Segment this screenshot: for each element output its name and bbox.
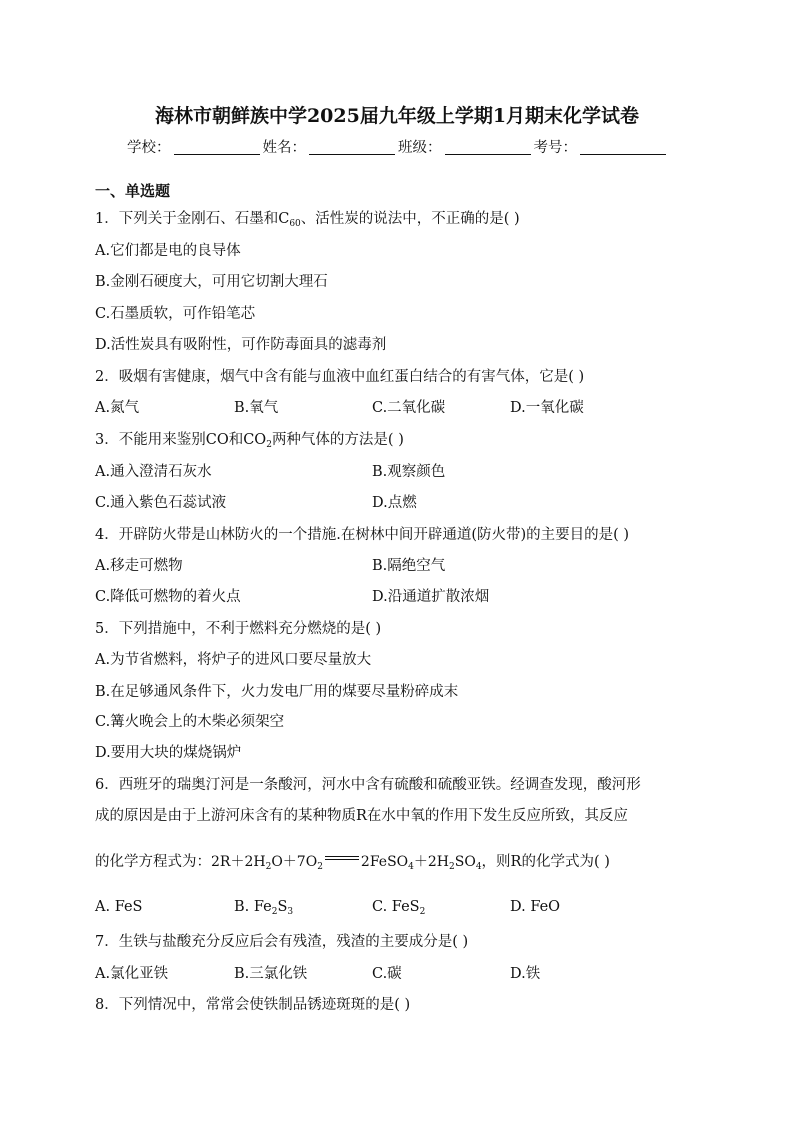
q7-option-a: A.氯化亚铁: [95, 966, 169, 982]
q4-option-c: C.降低可燃物的着火点: [95, 589, 241, 605]
q1-option-b: B.金刚石硬度大，可用它切割大理石: [95, 274, 328, 290]
q2-stem: 2．吸烟有害健康，烟气中含有能与血液中血红蛋白结合的有害气体，它是( ): [95, 369, 585, 385]
section-heading: 一、单选题: [95, 182, 171, 200]
q2-option-d: D.一氧化碳: [510, 400, 584, 416]
q5-option-a: A.为节省燃料，将炉子的进风口要尽量放大: [95, 652, 372, 668]
q5-option-c: C.篝火晚会上的木柴必须架空: [95, 714, 285, 730]
class-blank: [445, 153, 531, 155]
q4-stem: 4．开辟防火带是山林防火的一个措施.在树林中间开辟通道(防火带)的主要目的是( ): [95, 527, 630, 543]
q6-b-subscript: 2: [271, 907, 278, 917]
eq-subscript: 2: [449, 862, 455, 872]
q7-stem: 7．生铁与盐酸充分反应后会有残渣，残渣的主要成分是( ): [95, 934, 469, 950]
q5-option-b: B.在足够通风条件下，火力发电厂用的煤要尽量粉碎成末: [95, 684, 459, 700]
q6-option-b: [234, 899, 293, 917]
q7-option-b: B.三氯化铁: [234, 966, 308, 982]
q6-b-part: B. Fe: [234, 899, 272, 915]
eq-term: O＋7O: [271, 854, 318, 870]
q6-b-subscript: 3: [287, 907, 294, 917]
eq-subscript: 4: [408, 862, 414, 872]
eq-subscript: 2: [265, 862, 272, 872]
q6-stem-line3: [95, 850, 610, 872]
number-label: 考号：: [533, 140, 577, 156]
school-blank: [174, 153, 260, 155]
number-blank: [580, 153, 666, 155]
q6-stem-part: 的化学方程式为：: [95, 854, 211, 870]
eq-subscript: 4: [475, 862, 482, 872]
q6-b-part: S: [277, 899, 288, 915]
q6-stem-part: ，则R的化学式为( ): [481, 854, 610, 870]
q2-option-b: B.氧气: [234, 400, 279, 416]
q5-stem: 5．下列措施中，不利于燃料充分燃烧的是( ): [95, 621, 382, 637]
q1-option-a: A.它们都是电的良导体: [95, 243, 241, 259]
q1-subscript: 60: [289, 219, 301, 229]
equals-sign: [325, 856, 359, 862]
q6-c-part: C. FeS: [372, 899, 420, 915]
chemical-equation: [211, 854, 482, 870]
q4-option-a: A.移走可燃物: [95, 558, 183, 574]
q4-option-d: D.沿通道扩散浓烟: [372, 589, 490, 605]
name-blank: [309, 153, 395, 155]
q4-option-b: B.隔绝空气: [372, 558, 446, 574]
q3-option-b: B.观察颜色: [372, 464, 446, 480]
q1-option-d: D.活性炭具有吸附性，可作防毒面具的滤毒剂: [95, 337, 387, 353]
q6-c-subscript: 2: [419, 907, 426, 917]
q6-stem-line2: 成的原因是由于上游河床含有的某种物质R在水中氧的作用下发生反应所致，其反应: [95, 808, 628, 824]
q6-option-c: [372, 899, 425, 917]
name-label: 姓名：: [262, 140, 306, 156]
q2-option-c: C.二氧化碳: [372, 400, 446, 416]
q6-option-d: D. FeO: [510, 899, 561, 915]
q6-stem-line1: 6．西班牙的瑞奥汀河是一条酸河，河水中含有硫酸和硫酸亚铁。经调查发现，酸河形: [95, 777, 641, 793]
student-info-row: [127, 136, 669, 157]
eq-term: ＋2H: [413, 854, 449, 870]
q1-stem-part: 1．下列关于金刚石、石墨和C: [95, 211, 290, 227]
q3-option-d: D.点燃: [372, 495, 417, 511]
q1-stem-part: 、活性炭的说法中，不正确的是( ): [300, 211, 520, 227]
school-label: 学校：: [127, 140, 171, 156]
exam-title: 海林市朝鲜族中学2025届九年级上学期1月期末化学试卷: [154, 105, 640, 127]
eq-term: 2FeSO: [360, 854, 409, 870]
q3-option-c: C.通入紫色石蕊试液: [95, 495, 227, 511]
q1-stem: [95, 207, 520, 229]
q2-option-a: A.氮气: [95, 400, 140, 416]
q3-stem-part: 两种气体的方法是( ): [271, 432, 404, 448]
q3-subscript: 2: [266, 440, 272, 450]
q7-option-c: C.碳: [372, 966, 402, 982]
eq-term: SO: [454, 854, 476, 870]
q8-stem: 8．下列情况中，常常会使铁制品锈迹斑斑的是( ): [95, 997, 411, 1013]
q7-option-d: D.铁: [510, 966, 541, 982]
q6-option-a: A. FeS: [95, 899, 143, 915]
q1-option-c: C.石墨质软，可作铅笔芯: [95, 306, 256, 322]
eq-term: 2R＋2H: [211, 854, 266, 870]
q3-option-a: A.通入澄清石灰水: [95, 464, 212, 480]
q5-option-d: D.要用大块的煤烧锅炉: [95, 745, 242, 761]
q3-stem: [95, 428, 404, 450]
class-label: 班级：: [398, 140, 442, 156]
q3-stem-part: 3．不能用来鉴别CO和CO: [95, 432, 267, 448]
eq-subscript: 2: [317, 862, 323, 872]
